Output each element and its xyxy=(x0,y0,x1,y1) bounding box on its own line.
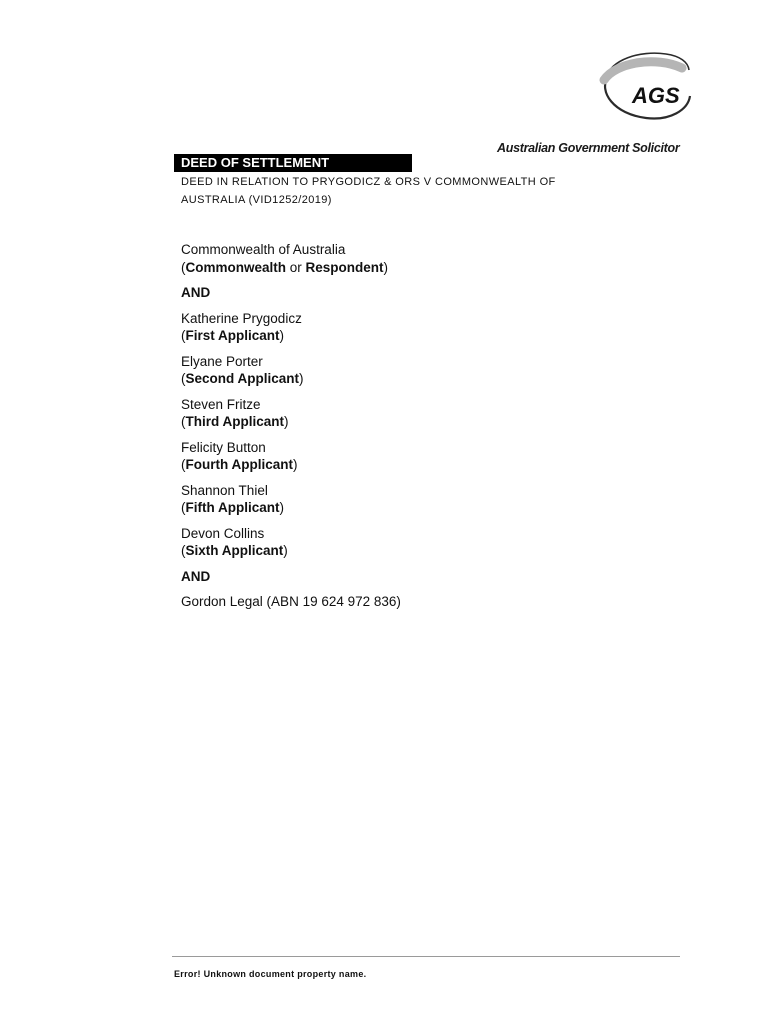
party-role: (Sixth Applicant) xyxy=(181,543,288,558)
party-name: Gordon Legal (ABN 19 624 972 836) xyxy=(181,594,401,609)
party-commonwealth xyxy=(181,241,631,276)
parties-list xyxy=(181,241,631,619)
party-applicant xyxy=(181,482,631,517)
footer-text: Error! Unknown document property name. xyxy=(174,969,367,979)
party-name: Commonwealth of Australia xyxy=(181,242,346,257)
party-role: (Commonwealth or Respondent) xyxy=(181,259,389,275)
agency-name: Australian Government Solicitor xyxy=(497,141,680,155)
party-applicant xyxy=(181,525,631,560)
role-label: Fourth Applicant xyxy=(185,457,293,472)
party-applicant xyxy=(181,353,631,388)
role-label: First Applicant xyxy=(185,328,280,343)
ags-logo xyxy=(596,48,692,128)
party-role: (First Applicant) xyxy=(181,328,285,343)
document-title: DEED OF SETTLEMENT xyxy=(174,154,412,172)
party-applicant xyxy=(181,310,631,345)
party-role: (Second Applicant) xyxy=(181,371,304,386)
role-label: Third Applicant xyxy=(185,414,284,429)
party-name: Shannon Thiel xyxy=(181,482,268,498)
party-role: (Third Applicant) xyxy=(181,414,289,429)
document-subtitle: DEED IN RELATION TO PRYGODICZ & ORS V COMMONWEALTH OF AUSTRALIA (VID1252/2019) xyxy=(181,176,556,206)
role-respondent: Respondent xyxy=(305,259,384,275)
party-name: Steven Fritze xyxy=(181,396,261,412)
party-name: Devon Collins xyxy=(181,525,265,541)
role-label: Second Applicant xyxy=(185,371,300,386)
role-connector: or xyxy=(286,259,306,275)
footer-divider xyxy=(172,956,680,957)
logo-text: AGS xyxy=(632,83,680,108)
and-separator: AND xyxy=(181,285,211,300)
party-name: Elyane Porter xyxy=(181,353,263,369)
party-name: Felicity Button xyxy=(181,439,266,455)
party-applicant xyxy=(181,439,631,474)
party-role: (Fifth Applicant) xyxy=(181,500,284,515)
party-role: (Fourth Applicant) xyxy=(181,457,298,472)
and-separator: AND xyxy=(181,568,211,584)
party-law-firm xyxy=(181,593,631,611)
party-name: Katherine Prygodicz xyxy=(181,310,302,326)
role-commonwealth: Commonwealth xyxy=(185,259,287,275)
party-applicant xyxy=(181,396,631,431)
role-label: Sixth Applicant xyxy=(185,543,284,558)
role-label: Fifth Applicant xyxy=(185,500,280,515)
